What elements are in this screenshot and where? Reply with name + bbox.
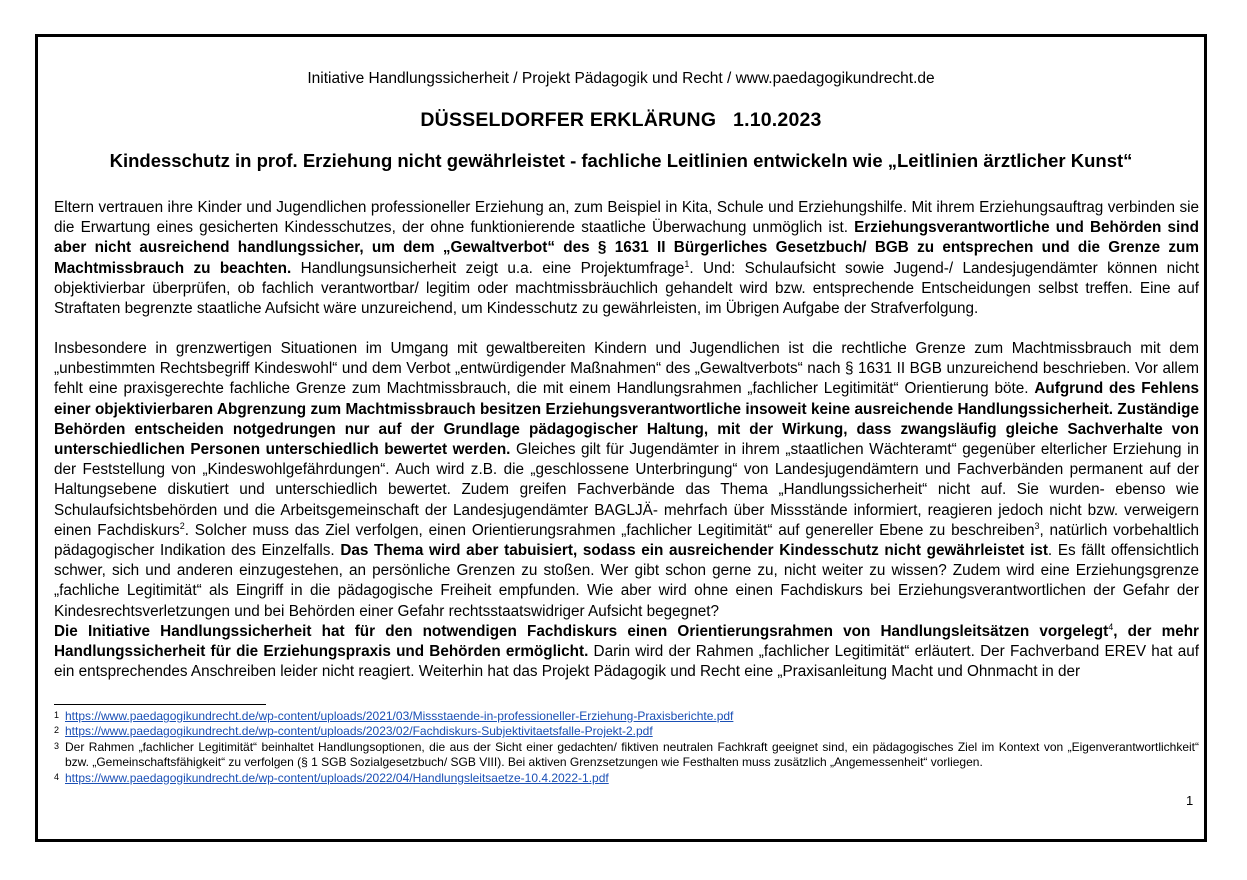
footnote-separator — [54, 704, 266, 705]
page-number: 1 — [1186, 793, 1194, 808]
p1-text-c: Handlungsunsicherheit zeigt u.a. eine Projektumfrage — [291, 259, 685, 277]
footnote-number: 1 — [54, 710, 60, 720]
paragraph-2 — [54, 339, 1199, 622]
footnotes — [54, 709, 1199, 786]
footnote-3 — [54, 740, 1199, 771]
p2-text-c: Gleiches gilt für Jugendämter in ihrem „staatlichen Wächteramt“ gegenüber elterlicher Erziehung in der Feststellung von „Kindeswohlgefährdungen“. Auch wird z.B. die „geschlossene Unterbringung“ von Landesjugendämtern und Fachverbänden permanent auf der Haltungsebene diskutiert und unterschiedlich bewertet. Zudem greifen Fachverbände das Thema „Handlungssicherheit“ nicht auf. Sie wurden- ebenso wie Schulaufsichtsbehörden und die Arbeitsgemeinschaft der Landesjugendämter BAGLJÄ- mehrfach über Missstände informiert, reagieren jedoch nicht bzw. verweigern einen Fachdiskurs — [54, 441, 1199, 539]
p1-text-d: . Und: Schulaufsicht sowie Jugend-/ Landesjugendämter können nicht objektivierbar überprüfen, ob fachlich verantwortbar/ legitim oder machtmissbräuchlich gehandelt wird bzw. entsprechende Entscheidungen selbst treffen. Eine auf Straftaten begrenzte staatliche Aufsicht wäre unzureichend, um Kindesschutz zu gewährleisten, im Übrigen Aufgabe der Strafverfolgung. — [54, 259, 1199, 318]
footnote-text-3: Der Rahmen „fachlicher Legitimität“ beinhaltet Handlungsoptionen, die aus der Sicht einer gedachten/ fiktiven neutralen Fachkraft geeignet sind, ein pädagogisches Ziel im Kontext von „Eigenverantwortlichkeit“ bzw. „Gemeinschaftsfähigkeit“ zu verfolgen (§ 1 SGB Sozialgesetzbuch/ SGB VIII). Bei aktiven Grenzsetzungen wie Festhalten muss zusätzlich „Angemessenheit“ vorliegen. — [65, 739, 1199, 770]
footnote-ref-4: 4 — [1108, 621, 1114, 632]
p2-text-d: . Solcher muss das Ziel verfolgen, einen Orientierungsrahmen „fachlicher Legitimität“ auf genereller Ebene zu beschreiben — [184, 521, 1035, 539]
paragraph-3 — [54, 622, 1199, 683]
p1-text-a: Eltern vertrauen ihre Kinder und Jugendlichen professioneller Erziehung an, zum Beispiel in Kita, Schule und Erziehungshilfe. Mit ihrem Erziehungsauftrag verbinden sie die Erwartung eines gesicherten Kindesschutzes, der ohne funktionierende staatliche Überwachung unmöglich ist. — [54, 199, 1199, 237]
footnote-link-2[interactable]: https://www.paedagogikundrecht.de/wp-content/uploads/2023/02/Fachdiskurs-Subjektivitaetsfalle-Projekt-2.pdf — [65, 724, 653, 739]
footnote-2 — [54, 724, 1199, 739]
footnote-link-4[interactable]: https://www.paedagogikundrecht.de/wp-content/uploads/2022/04/Handlungsleitsaetze-10.4.2022-1.pdf — [65, 770, 609, 785]
p2-text-e: , natürlich vorbehaltlich pädagogischer Indikation des Einzelfalls. — [54, 521, 1200, 560]
p3-text-c: Darin wird der Rahmen „fachlicher Legitimität“ erläutert. Der Fachverband EREV hat auf ein entsprechendes Anschreiben leider nicht reagiert. Weiterhin hat das Projekt Pädagogik und Recht eine „Praxisanleitung Macht und Ohnmacht in der — [54, 643, 1200, 681]
footnote-link-1[interactable]: https://www.paedagogikundrecht.de/wp-content/uploads/2021/03/Missstaende-in-professioneller-Erziehung-Praxisberichte.pdf — [65, 709, 734, 723]
p3-bold-b: , der mehr Handlungssicherheit für die Erziehungspraxis und Behörden ermöglicht. — [54, 623, 1199, 661]
p2-text-g: . Es fällt offensichtlich schwer, sich und anderen einzugestehen, an persönliche Grenzen zu stoßen. Wer gibt schon gerne zu, nicht weiter zu wissen? Zudem wird eine Erziehungsgrenze „fachliche Legitimität“ als Eingriff in die pädagogische Freiheit empfunden. Wie aber wird ohne einen Fachdiskurs bei Erziehungsverantwortlichen der Gefahr der Kindesrechtsverletzungen und bei Behörden einer Gefahr rechtsstaatswidriger Aufsicht begegnet? — [54, 542, 1199, 620]
declaration-title: DÜSSELDORFER ERKLÄRUNG 1.10.2023 — [420, 109, 822, 131]
initiative-header: Initiative Handlungssicherheit / Projekt Pädagogik und Recht / www.paedagogikundrecht.de — [307, 70, 935, 87]
p2-bold-b: Aufgrund des Fehlens einer objektivierbaren Abgrenzung zum Machtmissbrauch besitzen Erziehungsverantwortliche insoweit keine ausreichende Handlungssicherheit. Zuständige Behörden entscheiden notgedrungen nur auf der Grundlage pädagogischer Haltung, mit der Wirkung, dass zwangsläufig gleiche Sachverhalte von unterschiedlichen Personen unterschiedlich bewertet werden. — [54, 380, 1199, 459]
document-subtitle: Kindesschutz in prof. Erziehung nicht gewährleistet - fachliche Leitlinien entwickeln wie „Leitlinien ärztlicher Kunst“ — [109, 150, 1133, 171]
p3-bold-a: Die Initiative Handlungssicherheit hat für den notwendigen Fachdiskurs einen Orientierungsrahmen von Handlungsleitsätzen vorgelegt — [54, 623, 1109, 640]
footnote-4 — [54, 771, 1199, 786]
footnote-number: 3 — [54, 740, 60, 751]
footnote-1 — [54, 709, 1199, 724]
footnote-number: 2 — [54, 725, 60, 736]
p1-bold-b: Erziehungsverantwortliche und Behörden sind aber nicht ausreichend handlungssicher, um dem „Gewaltverbot“ des § 1631 II Bürgerliches Gesetzbuch/ BGB zu entsprechen und die Grenze zum Machtmissbrauch zu beachten. — [54, 219, 1199, 277]
p2-text-a: Insbesondere in grenzwertigen Situationen im Umgang mit gewaltbereiten Kindern und Jugendlichen ist die rechtliche Grenze zum Machtmissbrauch mit dem „unbestimmten Rechtsbegriff Kindeswohl“ und dem Verbot „entwürdigender Maßnahmen“ des „Gewaltverbots“ nach § 1631 II BGB unzureichend beschrieben. Vor allem fehlt eine praxisgerechte fachliche Grenze zum Machtmissbrauch, die mit einem Handlungsrahmen „fachlicher Legitimität“ Orientierung böte. — [54, 340, 1199, 398]
footnote-number: 4 — [54, 771, 60, 782]
footnote-ref-3: 3 — [1034, 520, 1040, 531]
paragraph-1 — [54, 198, 1199, 319]
footnote-ref-1: 1 — [684, 258, 690, 269]
p2-bold-f: Das Thema wird aber tabuisiert, sodass ein ausreichender Kindesschutz nicht gewährleistet ist — [340, 542, 1048, 560]
footnote-ref-2: 2 — [179, 520, 185, 531]
